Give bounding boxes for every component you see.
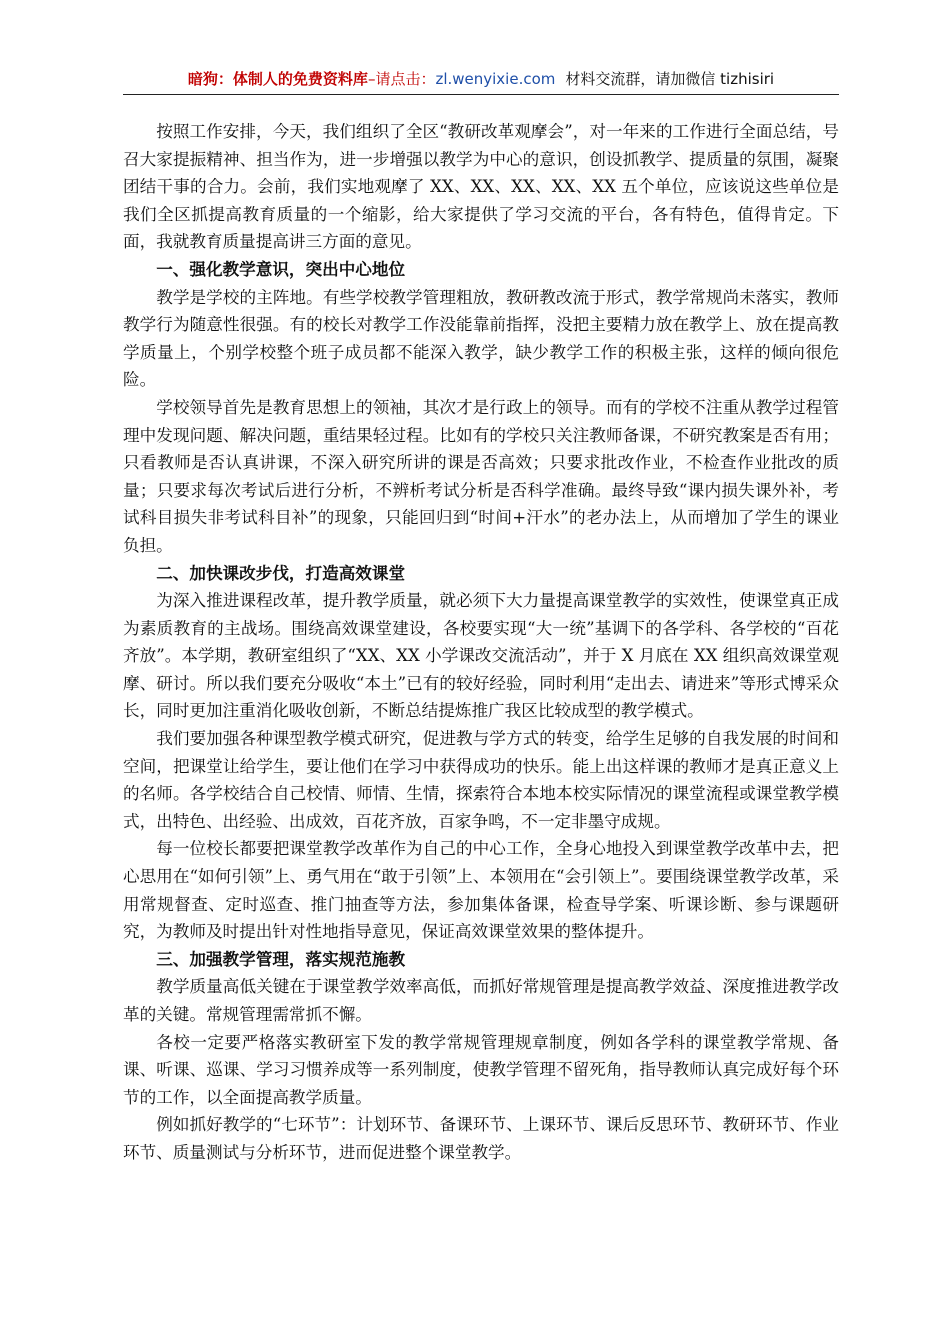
section2-paragraph-3: 每一位校长都要把课堂教学改革作为自己的中心工作，全身心地投入到课堂教学改革中去，把心思用在“如何引领”上、勇气用在“敢于引领”上、本领用在“会引领上”。要围绕课堂教学改革，采用常规督查、定时巡查、推门抽查等方法，参加集体备课，检查导学案、听课诊断、参与课题研究，为教师及时提出针对性地指导意见，保证高效课堂效果的整体提升。 (123, 839, 839, 942)
section3-paragraph-3: 例如抓好教学的“七环节”：计划环节、备课环节、上课环节、课后反思环节、教研环节、作业环节、质量测试与分析环节，进而促进整个课堂教学。 (123, 1115, 839, 1162)
section1-paragraph-2: 学校领导首先是教育思想上的领袖，其次才是行政上的领导。而有的学校不注重从教学过程管理中发现问题、解决问题，重结果轻过程。比如有的学校只关注教师备课，不研究教案是否有用；只看教师是否认真讲课，不深入研究所讲的课是否高效；只要求批改作业，不检查作业批改的质量；只要求每次考试后进行分析，不辨析考试分析是否科学准确。最终导致“课内损失课外补，考试科目损失非考试科目补”的现象，只能回归到“时间+汗水”的老办法上，从而增加了学生的课业负担。 (123, 397, 839, 555)
section2-paragraph-2: 我们要加强各种课型教学模式研究，促进教与学方式的转变，给学生足够的自我发展的时间和空间，把课堂让给学生，要让他们在学习中获得成功的快乐。能上出这样课的教师才是真正意义上的名师。各学校结合自己校情、师情、生情，探索符合本地本校实际情况的课堂流程或课堂教学模式，出特色、出经验、出成效，百花齐放，百家争鸣，不一定非墨守成规。 (123, 729, 839, 831)
page-header (123, 66, 839, 95)
section2-paragraph-1: 为深入推进课程改革，提升教学质量，就必须下大力量提高课堂教学的实效性，使课堂真正成为素质教育的主战场。围绕高效课堂建设，各校要实现“大一统”基调下的各学科、各学校的“百花齐放”。本学期，教研室组织了“XX、XX 小学课改交流活动”，并于 X 月底在 XX 组织高效课堂观摩、研讨。所以我们要充分吸收“本土”已有的较好经验，同时利用“走出去、请进来”等形式博采众长，同时更加注重消化吸收创新，不断总结提炼推广我区比较成型的教学模式。 (123, 591, 839, 721)
header-click-prompt: –请点击： (367, 70, 436, 88)
section1-paragraph-1: 教学是学校的主阵地。有些学校教学管理粗放，教研教改流于形式，教学常规尚未落实，教师教学行为随意性很强。有的校长对教学工作没能靠前指挥，没把主要精力放在教学上、放在提高教学质量上，个别学校整个班子成员都不能深入教学，缺少教学工作的积极主张，这样的倾向很危险。 (123, 287, 839, 390)
header-brand: 暗狗：体制人的免费资料库 (187, 70, 368, 88)
header-url-link[interactable]: zl.wenyixie.com (435, 70, 556, 88)
section-heading-2: 二、加快课改步伐，打造高效课堂 (156, 563, 406, 583)
section-heading-1: 一、强化教学意识，突出中心地位 (156, 259, 406, 279)
intro-paragraph: 按照工作安排，今天，我们组织了全区“教研改革观摩会”，对一年来的工作进行全面总结，号召大家提振精神、担当作为，进一步增强以教学为中心的意识，创设抓教学、提质量的氛围，凝聚团结干事的合力。会前，我们实地观摩了 XX、XX、XX、XX、XX 五个单位，应该说这些单位是我们全区抓提高教育质量的一个缩影，给大家提供了学习交流的平台，各有特色，值得肯定。下面，我就教育质量提高讲三方面的意见。 (123, 122, 839, 252)
section3-paragraph-1: 教学质量高低关键在于课堂教学效率高低，而抓好常规管理是提高教学效益、深度推进教学改革的关键。常规管理需常抓不懈。 (123, 977, 839, 1024)
header-group-text: 材料交流群，请加微信 tizhisiri (565, 70, 775, 88)
document-body (123, 118, 839, 1167)
section-heading-3: 三、加强教学管理，落实规范施教 (156, 949, 406, 969)
section3-paragraph-2: 各校一定要严格落实教研室下发的教学常规管理规章制度，例如各学科的课堂教学常规、备课、听课、巡课、学习习惯养成等一系列制度，使教学管理不留死角，指导教师认真完成好每个环节的工作，以全面提高教学质量。 (123, 1032, 839, 1107)
